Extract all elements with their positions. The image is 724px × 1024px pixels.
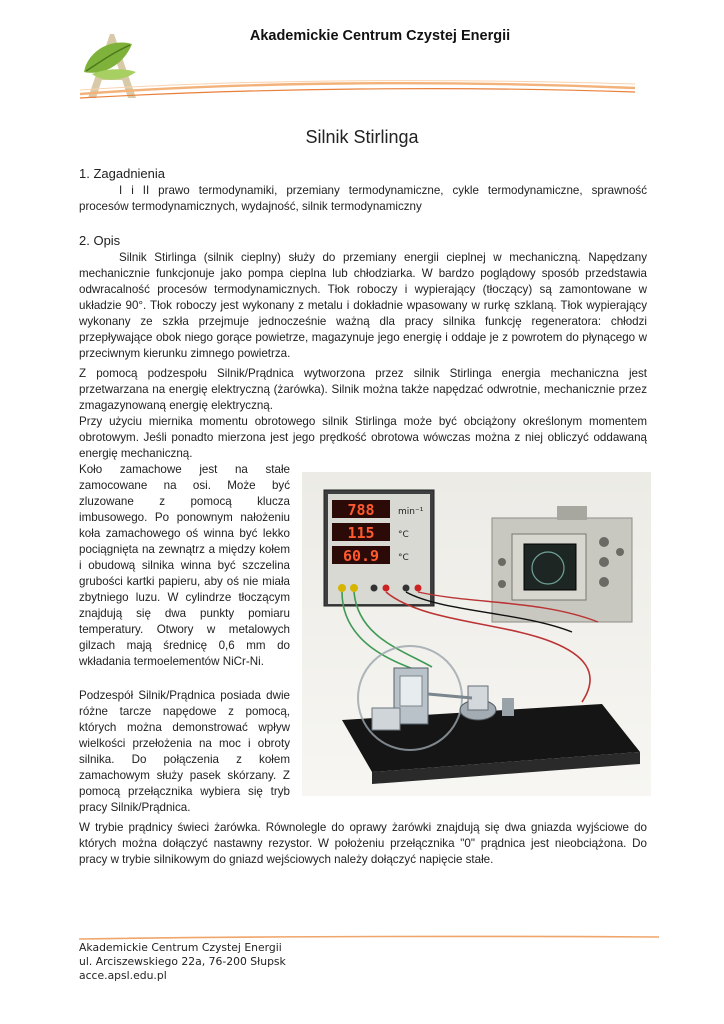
- paragraph-torque-meter: Przy użyciu miernika momentu obrotowego silnik Stirlinga może być obciążony określonym momentem obrotowym. Jeśli ponadto mierzona jest jego prędkość obrotowa wówczas można z niej obliczyć oddawaną energię mechaniczną.: [79, 415, 647, 460]
- display-rpm: 788: [347, 501, 375, 519]
- paragraph-drive-discs: Podzespół Silnik/Prądnica posiada dwie różne tarcze napędowe z pomocą, których można demonstrować wpływ wielkości przełożenia na moc i obroty silnika. Do połączenia z kołem zamachowym służy pasek skórzany. Z pomocą przełącznika wybiera się tryb pracy Silnik/Prądnica.: [79, 689, 290, 814]
- display-temp-2-unit: °C: [398, 553, 409, 563]
- paragraph-stirling-intro: Silnik Stirlinga (silnik cieplny) służy do przemiany energii cieplnej w mechaniczną. Napędzany mechanicznie funkcjonuje jako pompa cieplna lub chłodziarka. W bardzo poglądowy sposób przedstawia odwracalność procesów termodynamicznych. Tłok roboczy i wypierający (tłoczący) są zamontowane w układzie 90°. Tłok roboczy jest wykonany z metalu i dokładnie wpasowany w rurkę szklaną. Tłok wypierający wykonany ze szkła przejmuje jednocześnie ważną dla pracy silnika funkcję regeneratora: chłodzi przepływające obok niego gorące powietrze, magazynuje jego energię i oddaje je z powrotem do płynącego w przeciwnym kierunku zimnego powietrza.: [79, 251, 647, 360]
- paragraph-generator-mode: W trybie prądnicy świeci żarówka. Równolegle do oprawy żarówki znajdują się dwa gniazda wyjściowe do których można dołączyć nastawny rezystor. W położeniu przełącznika "0" prądnica jest nieobciążona. Do pracy w trybie silnikowym do gniazd wejściowych należy dołączyć napięcie stałe.: [79, 821, 647, 866]
- section-1-text: I i II prawo termodynamiki, przemiany termodynamiczne, cykle termodynamiczne, sprawność procesów termodynamicznych, wydajność, silnik termodynamiczny: [79, 184, 647, 213]
- display-rpm-unit: min⁻¹: [398, 507, 424, 517]
- document-title: Silnik Stirlinga: [305, 127, 419, 147]
- display-temp-1: 115: [347, 524, 375, 542]
- display-temp-2: 60.9: [342, 547, 380, 565]
- section-2-heading: 2. Opis: [79, 233, 121, 248]
- header-swoosh: [80, 78, 635, 104]
- footer-address: ul. Arciszewskiego 22a, 76-200 Słupsk: [79, 955, 286, 968]
- page-header: [0, 0, 724, 110]
- footer-org-name: Akademickie Centrum Czystej Energii: [79, 941, 282, 954]
- paragraph-generator: Z pomocą podzespołu Silnik/Prądnica wytworzona przez silnik Stirlinga energia mechaniczna jest przetwarzana na energię elektryczną (żarówka). Silnik można także napędzać odwrotnie, mechanicznie przez zmagazynowaną energię elektryczną.: [79, 367, 647, 412]
- footer-website: acce.apsl.edu.pl: [79, 969, 167, 982]
- stirling-apparatus-photo: [302, 472, 651, 796]
- paragraph-flywheel: Koło zamachowe jest na stałe zamocowane na osi. Może być zluzowane z pomocą klucza imbusowego. Po ponownym nałożeniu koła zamachowego oś winna być lekko pociągnięta na zewnątrz a między kołem i obudową silnika winna być szczelina grubości kartki papieru, aby oś nie miała zbytniego luzu. W cylindrze tłoczącym znajdują się dwa punkty pomiaru temperatury. Otwory w metalowych gilzach mają średnicę 0,6 mm do wkładania termoelementów NiCr-Ni.: [79, 463, 290, 668]
- display-temp-1-unit: °C: [398, 530, 409, 540]
- page-footer: [79, 941, 286, 983]
- section-1-heading: 1. Zagadnienia: [79, 166, 166, 181]
- org-title: Akademickie Centrum Czystej Energii: [249, 28, 511, 44]
